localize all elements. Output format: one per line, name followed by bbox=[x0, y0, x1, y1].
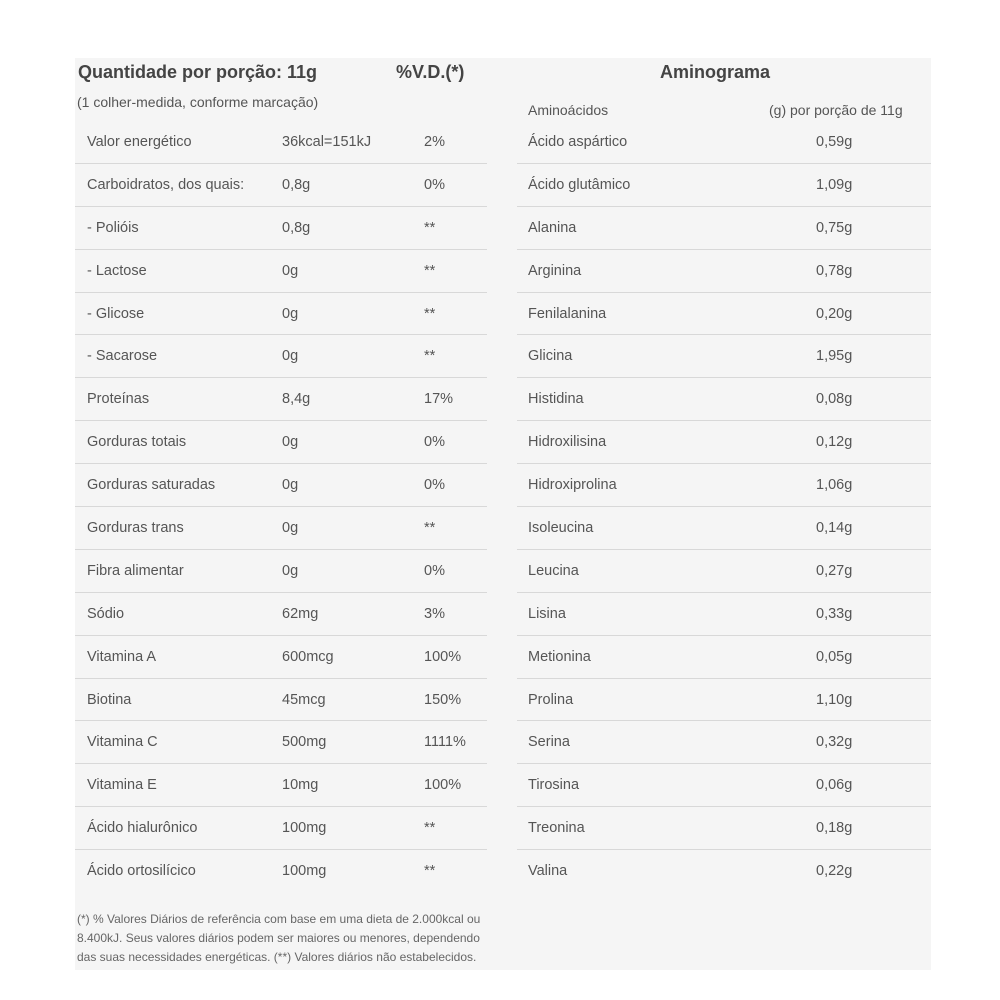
nutrient-daily-value: ** bbox=[424, 305, 436, 322]
nutrient-quantity: 500mg bbox=[282, 734, 327, 751]
nutrient-daily-value: ** bbox=[424, 820, 436, 837]
table-row bbox=[75, 636, 487, 679]
nutrient-name: Gorduras saturadas bbox=[87, 477, 216, 494]
amino-acid-name: Hidroxiprolina bbox=[528, 477, 617, 494]
amino-acid-name: Prolina bbox=[528, 691, 574, 708]
amino-acid-name: Hidroxilisina bbox=[528, 434, 607, 451]
amino-acid-amount: 1,06g bbox=[816, 477, 853, 494]
nutrient-daily-value: 3% bbox=[424, 605, 445, 622]
nutrient-daily-value: ** bbox=[424, 219, 436, 236]
table-row bbox=[75, 293, 487, 336]
amino-acid-name: Histidina bbox=[528, 391, 584, 408]
nutrient-name: Sódio bbox=[87, 605, 125, 622]
nutrient-daily-value: 0% bbox=[424, 562, 445, 579]
amino-acid-name: Glicina bbox=[528, 348, 573, 365]
amino-acid-name: Ácido glutâmico bbox=[528, 176, 631, 193]
nutrient-name: Ácido ortosilícico bbox=[87, 863, 196, 880]
table-row bbox=[75, 807, 487, 850]
table-row bbox=[75, 550, 487, 593]
table-row bbox=[517, 636, 931, 679]
aminogram-rows bbox=[517, 121, 931, 893]
nutrient-name: Carboidratos, dos quais: bbox=[87, 176, 245, 193]
nutrient-quantity: 0,8g bbox=[282, 176, 311, 193]
table-row bbox=[517, 679, 931, 722]
amino-acid-amount: 0,06g bbox=[816, 777, 853, 794]
table-row bbox=[517, 250, 931, 293]
amino-acid-name: Lisina bbox=[528, 605, 566, 622]
table-row bbox=[517, 593, 931, 636]
nutrient-name: Vitamina C bbox=[87, 734, 158, 751]
nutrient-name: Fibra alimentar bbox=[87, 562, 184, 579]
nutrient-quantity: 0g bbox=[282, 562, 299, 579]
nutrient-daily-value: ** bbox=[424, 348, 436, 365]
table-row bbox=[75, 764, 487, 807]
daily-value-footnote: (*) % Valores Diários de referência com base em uma dieta de 2.000kcal ou 8.400kJ. Seus valores diários podem ser maiores ou menores, dependendo das suas necessidades energéticas. (**) Valores diários não estabelecidos. bbox=[77, 912, 481, 964]
amino-acid-amount: 0,20g bbox=[816, 305, 853, 322]
nutrient-daily-value: 17% bbox=[424, 391, 454, 408]
nutrient-name: Vitamina E bbox=[87, 777, 157, 794]
nutrient-daily-value: ** bbox=[424, 863, 436, 880]
nutrient-name: - Lactose bbox=[87, 262, 147, 279]
aminogram-title: Aminograma bbox=[660, 62, 771, 82]
nutrition-panel bbox=[75, 58, 931, 970]
amino-acid-amount: 1,95g bbox=[816, 348, 853, 365]
amino-acid-name: Treonina bbox=[528, 820, 585, 837]
table-row bbox=[517, 764, 931, 807]
table-row bbox=[75, 335, 487, 378]
nutrient-name: Gorduras totais bbox=[87, 434, 187, 451]
amino-acid-amount: 0,05g bbox=[816, 648, 853, 665]
nutrition-rows bbox=[75, 121, 487, 893]
nutrient-quantity: 0g bbox=[282, 434, 299, 451]
table-row bbox=[517, 121, 931, 164]
nutrient-name: Valor energético bbox=[87, 134, 192, 150]
serving-subtitle: (1 colher-medida, conforme marcação) bbox=[77, 94, 319, 110]
nutrient-name: Vitamina A bbox=[87, 648, 157, 665]
amino-acid-amount: 0,08g bbox=[816, 391, 853, 408]
amino-acid-amount: 0,14g bbox=[816, 520, 853, 537]
table-row bbox=[75, 421, 487, 464]
table-row bbox=[75, 378, 487, 421]
amino-acid-amount: 0,12g bbox=[816, 434, 853, 451]
nutrient-quantity: 10mg bbox=[282, 777, 319, 794]
table-row bbox=[75, 507, 487, 550]
nutrient-name: Gorduras trans bbox=[87, 520, 184, 537]
nutrient-daily-value: ** bbox=[424, 520, 436, 537]
table-row bbox=[517, 807, 931, 850]
table-row bbox=[75, 121, 487, 164]
amino-acid-name: Tirosina bbox=[528, 777, 580, 794]
nutrient-daily-value: 0% bbox=[424, 434, 445, 451]
nutrient-quantity: 45mcg bbox=[282, 691, 326, 708]
amino-acid-name: Serina bbox=[528, 734, 570, 751]
nutrient-quantity: 0g bbox=[282, 477, 299, 494]
amino-acid-amount: 1,10g bbox=[816, 691, 853, 708]
nutrient-quantity: 0g bbox=[282, 305, 299, 322]
amino-acid-amount: 0,33g bbox=[816, 605, 853, 622]
amino-acid-name: Arginina bbox=[528, 262, 582, 279]
nutrient-quantity: 62mg bbox=[282, 605, 319, 622]
table-row bbox=[75, 250, 487, 293]
nutrient-quantity: 0g bbox=[282, 520, 299, 537]
amino-acid-amount: 0,18g bbox=[816, 820, 853, 837]
nutrient-quantity: 0,8g bbox=[282, 219, 311, 236]
table-row bbox=[75, 464, 487, 507]
table-row bbox=[517, 550, 931, 593]
nutrient-quantity: 0g bbox=[282, 262, 299, 279]
amino-acid-amount: 0,75g bbox=[816, 219, 853, 236]
table-row bbox=[75, 593, 487, 636]
serving-title: Quantidade por porção: 11g bbox=[78, 62, 318, 82]
nutrient-daily-value: 150% bbox=[424, 691, 462, 708]
nutrient-daily-value: 100% bbox=[424, 648, 462, 665]
table-row bbox=[517, 850, 931, 893]
amino-acid-name: Isoleucina bbox=[528, 520, 594, 537]
table-row bbox=[517, 164, 931, 207]
table-row bbox=[75, 721, 487, 764]
daily-value-header: %V.D.(*) bbox=[396, 62, 465, 82]
nutrient-quantity: 0g bbox=[282, 348, 299, 365]
nutrient-name: - Glicose bbox=[87, 305, 145, 322]
amino-acid-name: Ácido aspártico bbox=[528, 134, 628, 150]
nutrient-daily-value: 1111% bbox=[424, 734, 466, 751]
table-row bbox=[75, 850, 487, 893]
amino-acid-amount: 0,78g bbox=[816, 262, 853, 279]
nutrient-quantity: 36kcal=151kJ bbox=[282, 134, 372, 150]
nutrient-quantity: 100mg bbox=[282, 863, 327, 880]
nutrient-daily-value: 0% bbox=[424, 477, 445, 494]
table-row bbox=[517, 421, 931, 464]
table-row bbox=[517, 207, 931, 250]
amino-acid-name: Fenilalanina bbox=[528, 305, 607, 322]
amino-acid-amount: 0,27g bbox=[816, 562, 853, 579]
table-row bbox=[517, 507, 931, 550]
nutrient-name: Proteínas bbox=[87, 391, 150, 408]
amino-acid-amount: 0,59g bbox=[816, 134, 853, 150]
nutrient-name: Ácido hialurônico bbox=[87, 820, 198, 837]
table-row bbox=[75, 207, 487, 250]
amino-acid-name: Leucina bbox=[528, 562, 579, 579]
table-row bbox=[517, 335, 931, 378]
nutrient-daily-value: 2% bbox=[424, 134, 445, 150]
nutrient-quantity: 100mg bbox=[282, 820, 327, 837]
nutrient-quantity: 8,4g bbox=[282, 391, 311, 408]
nutrient-name: - Polióis bbox=[87, 219, 139, 236]
amino-acid-amount: 1,09g bbox=[816, 176, 853, 193]
amino-acid-name: Valina bbox=[528, 863, 568, 880]
table-row bbox=[517, 378, 931, 421]
nutrient-quantity: 600mcg bbox=[282, 648, 334, 665]
nutrient-name: Biotina bbox=[87, 691, 132, 708]
grams-per-serving-header: (g) por porção de 11g bbox=[769, 102, 903, 118]
amino-acid-name: Metionina bbox=[528, 648, 591, 665]
table-row bbox=[517, 293, 931, 336]
table-row bbox=[75, 164, 487, 207]
table-row bbox=[75, 679, 487, 722]
nutrient-daily-value: ** bbox=[424, 262, 436, 279]
amino-acid-amount: 0,22g bbox=[816, 863, 853, 880]
amino-acid-amount: 0,32g bbox=[816, 734, 853, 751]
nutrient-daily-value: 100% bbox=[424, 777, 462, 794]
table-row bbox=[517, 721, 931, 764]
nutrient-name: - Sacarose bbox=[87, 348, 158, 365]
amino-acids-header: Aminoácidos bbox=[528, 102, 609, 118]
table-row bbox=[517, 464, 931, 507]
nutrient-daily-value: 0% bbox=[424, 176, 445, 193]
amino-acid-name: Alanina bbox=[528, 219, 577, 236]
